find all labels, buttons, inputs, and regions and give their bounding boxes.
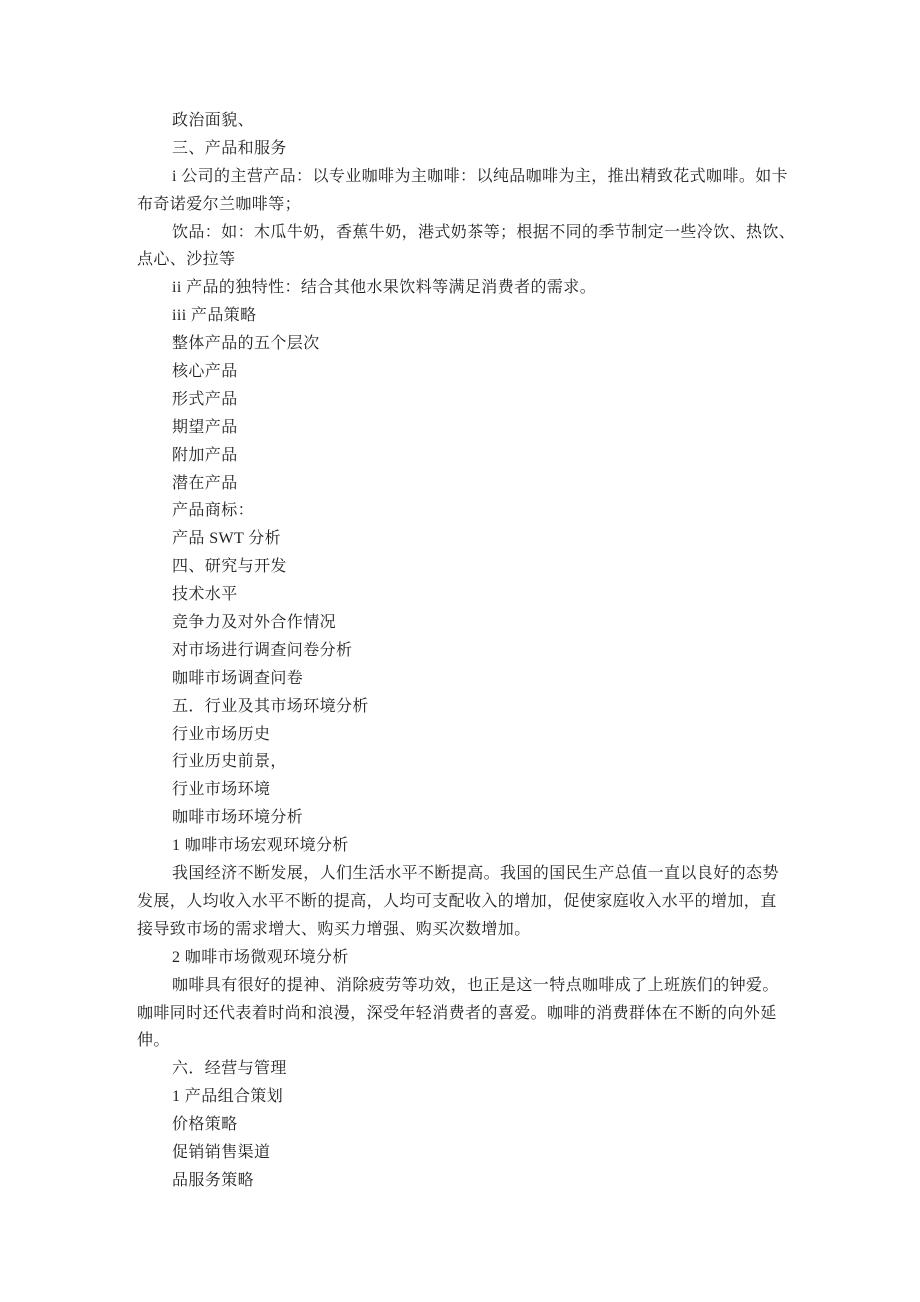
text-line: 咖啡具有很好的提神、消除疲劳等功效，也正是这一特点咖啡成了上班族们的钟爱。 bbox=[172, 976, 779, 994]
text-line: 品服务策略 bbox=[172, 1171, 255, 1189]
text-line: ii 产品的独特性：结合其他水果饮料等满足消费者的需求。 bbox=[172, 279, 597, 297]
text-line: 对市场进行调查问卷分析 bbox=[172, 641, 353, 659]
text-line: 行业历史前景， bbox=[172, 753, 287, 771]
text-line: 五．行业及其市场环境分析 bbox=[172, 697, 369, 715]
document-content bbox=[137, 107, 797, 1195]
text-line: 伸。 bbox=[137, 1032, 170, 1050]
text-line: 咖啡同时还代表着时尚和浪漫，深受年轻消费者的喜爱。咖啡的消费群体在不断的向外延 bbox=[137, 1004, 777, 1022]
text-line: 产品商标： bbox=[172, 502, 255, 520]
text-line: iii 产品策略 bbox=[172, 307, 257, 325]
text-line: 四、研究与开发 bbox=[172, 558, 287, 576]
text-line: 政治面貌、 bbox=[172, 112, 255, 129]
text-line: 咖啡市场调查问卷 bbox=[172, 669, 304, 687]
text-line: 核心产品 bbox=[172, 363, 238, 381]
text-line: 布奇诺爱尔兰咖啡等； bbox=[137, 195, 302, 213]
text-line: 促销销售渠道 bbox=[172, 1143, 271, 1161]
text-line: 三、产品和服务 bbox=[172, 139, 287, 157]
text-line: 咖啡市场环境分析 bbox=[172, 809, 304, 827]
text-line: 行业市场历史 bbox=[172, 725, 271, 743]
text-line: 六．经营与管理 bbox=[172, 1060, 287, 1078]
text-line: 整体产品的五个层次 bbox=[172, 335, 320, 353]
text-line: 2 咖啡市场微观环境分析 bbox=[172, 948, 349, 966]
text-line: 形式产品 bbox=[172, 390, 238, 408]
text-line: 价格策略 bbox=[172, 1116, 238, 1134]
text-line: 行业市场环境 bbox=[172, 781, 271, 799]
text-line: 点心、沙拉等 bbox=[137, 251, 236, 269]
text-line: 饮品：如：木瓜牛奶，香蕉牛奶，港式奶茶等；根据不同的季节制定一些冷饮、热饮、 bbox=[172, 223, 796, 241]
text-line: 竞争力及对外合作情况 bbox=[172, 614, 337, 632]
text-line: i 公司的主营产品：以专业咖啡为主咖啡：以纯品咖啡为主，推出精致花式咖啡。如卡 bbox=[172, 167, 789, 185]
text-line: 产品 SWT 分析 bbox=[172, 530, 282, 548]
text-line: 我国经济不断发展，人们生活水平不断提高。我国的国民生产总值一直以良好的态势 bbox=[172, 865, 779, 883]
text-line: 期望产品 bbox=[172, 418, 238, 436]
text-line: 潜在产品 bbox=[172, 474, 238, 492]
text-line: 1 咖啡市场宏观环境分析 bbox=[172, 837, 349, 855]
text-line: 附加产品 bbox=[172, 446, 238, 464]
text-line: 发展，人均收入水平不断的提高，人均可支配收入的增加，促使家庭收入水平的增加，直 bbox=[137, 892, 777, 910]
text-line: 1 产品组合策划 bbox=[172, 1088, 284, 1106]
text-line: 技术水平 bbox=[172, 586, 238, 604]
text-line: 接导致市场的需求增大、购买力增强、购买次数增加。 bbox=[137, 920, 531, 938]
